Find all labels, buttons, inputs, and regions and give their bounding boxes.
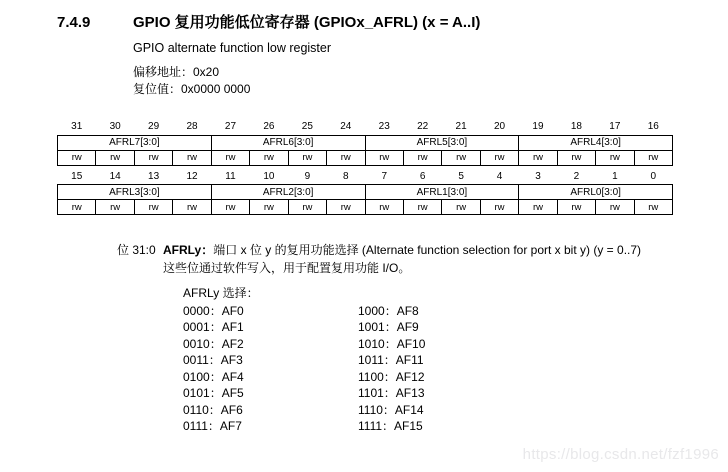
bit-number: 7	[381, 170, 387, 182]
access-cell: rw	[173, 200, 211, 215]
bit-number: 8	[343, 170, 349, 182]
access-cell: rw	[365, 200, 403, 215]
reset-value: 复位值：0x0000 0000	[133, 82, 251, 96]
bit-number: 24	[340, 121, 352, 133]
access-cell: rw	[519, 200, 557, 215]
af-option: 1011：AF11	[358, 353, 424, 367]
register-bit-table	[57, 119, 673, 166]
field-cell: AFRL6[3:0]	[211, 135, 365, 150]
bit-number: 21	[455, 121, 467, 133]
bit-number: 2	[573, 170, 580, 182]
bit-description-body	[163, 241, 728, 435]
bit-number: 25	[301, 121, 313, 133]
access-cell: rw	[134, 150, 172, 165]
access-cell: rw	[173, 150, 211, 165]
bit-range-label: 位 31:0	[117, 243, 156, 257]
access-cell: rw	[211, 200, 249, 215]
section-number: 7.4.9	[57, 14, 91, 31]
access-cell: rw	[365, 150, 403, 165]
access-cell: rw	[403, 200, 441, 215]
bit-number: 6	[419, 170, 426, 182]
access-cell: rw	[442, 150, 480, 165]
bit-number: 26	[263, 121, 275, 133]
bit-description	[117, 241, 728, 435]
bit-number: 31	[71, 121, 83, 133]
access-cell: rw	[327, 200, 365, 215]
register-tables	[57, 119, 673, 215]
bit-number: 1	[612, 170, 618, 182]
field-description-line2: 这些位通过软件写入，用于配置复用功能 I/O。	[163, 261, 411, 275]
field-name: AFRLy：	[163, 243, 214, 257]
bit-number: 16	[647, 121, 659, 133]
bit-number: 19	[532, 121, 544, 133]
bit-number: 14	[109, 170, 121, 182]
bit-number: 18	[570, 121, 582, 133]
bit-number: 23	[378, 121, 390, 133]
field-cell: AFRL4[3:0]	[519, 135, 673, 150]
af-options-right	[358, 303, 425, 435]
af-option: 1111：AF15	[358, 419, 423, 433]
access-cell: rw	[519, 150, 557, 165]
access-cell: rw	[134, 200, 172, 215]
af-options-columns	[183, 303, 728, 435]
af-option: 1010：AF10	[358, 336, 426, 351]
offset-address: 偏移地址：0x20	[133, 65, 220, 79]
bit-number: 27	[224, 121, 237, 133]
field-cell: AFRL0[3:0]	[519, 185, 673, 200]
field-cell: AFRL2[3:0]	[211, 185, 365, 200]
af-selection-intro: AFRLy 选择：	[183, 286, 259, 300]
csdn-watermark: https://blog.csdn.net/fzf1996	[522, 446, 719, 463]
access-cell: rw	[403, 150, 441, 165]
access-cell: rw	[96, 150, 134, 165]
register-meta	[133, 64, 728, 98]
access-cell: rw	[596, 200, 634, 215]
af-option: 0010：AF2	[183, 336, 244, 351]
af-option: 0000：AF0	[183, 303, 244, 318]
bit-number: 29	[148, 121, 160, 133]
access-cell: rw	[96, 200, 134, 215]
access-cell: rw	[557, 200, 595, 215]
field-cell: AFRL3[3:0]	[58, 185, 212, 200]
access-cell: rw	[596, 150, 634, 165]
bit-number: 22	[417, 121, 429, 133]
bit-number: 4	[496, 170, 503, 182]
af-option: 0111：AF7	[183, 419, 242, 433]
access-cell: rw	[250, 150, 288, 165]
af-option: 1110：AF14	[358, 402, 424, 417]
af-option: 1101：AF13	[358, 386, 425, 400]
access-cell: rw	[58, 200, 96, 215]
af-option: 0101：AF5	[183, 386, 244, 400]
af-option: 0110：AF6	[183, 402, 243, 417]
field-description-text: 端口 x 位 y 的复用功能选择 (Alternate function selection for port x bit y) (y = 0..7)	[213, 243, 642, 257]
access-cell: rw	[58, 150, 96, 165]
bit-number: 13	[148, 170, 160, 182]
access-cell: rw	[211, 150, 249, 165]
section-heading	[57, 14, 728, 32]
bit-number: 11	[225, 170, 236, 182]
af-options-left	[183, 303, 358, 435]
field-description-line1	[163, 241, 728, 259]
access-cell: rw	[480, 200, 518, 215]
bit-number: 20	[493, 121, 506, 133]
bit-number: 30	[109, 121, 121, 133]
register-bit-table	[57, 169, 673, 216]
access-cell: rw	[557, 150, 595, 165]
af-option: 1001：AF9	[358, 320, 419, 334]
field-cell: AFRL5[3:0]	[365, 135, 519, 150]
access-cell: rw	[288, 200, 326, 215]
bit-number: 28	[186, 121, 198, 133]
access-cell: rw	[442, 200, 480, 215]
register-subtitle: GPIO alternate function low register	[133, 41, 332, 55]
bit-number: 3	[535, 170, 541, 182]
field-cell: AFRL7[3:0]	[58, 135, 212, 150]
bit-number: 9	[304, 170, 311, 182]
bit-number: 5	[458, 170, 464, 182]
access-cell: rw	[634, 150, 672, 165]
access-cell: rw	[480, 150, 518, 165]
access-cell: rw	[288, 150, 326, 165]
bit-number: 15	[71, 170, 83, 182]
bit-number: 12	[186, 170, 198, 182]
access-cell: rw	[327, 150, 365, 165]
page-title: GPIO 复用功能低位寄存器 (GPIOx_AFRL) (x = A..I)	[133, 14, 481, 31]
field-cell: AFRL1[3:0]	[365, 185, 519, 200]
af-option: 0001：AF1	[183, 320, 244, 334]
bit-number: 10	[263, 170, 275, 182]
af-option: 1000：AF8	[358, 303, 419, 318]
bit-number: 0	[650, 170, 657, 182]
bit-number: 17	[609, 121, 621, 133]
af-option: 0011：AF3	[183, 353, 243, 367]
access-cell: rw	[250, 200, 288, 215]
af-selection-list	[183, 285, 728, 435]
af-option: 1100：AF12	[358, 369, 425, 384]
access-cell: rw	[634, 200, 672, 215]
af-option: 0100：AF4	[183, 369, 244, 384]
